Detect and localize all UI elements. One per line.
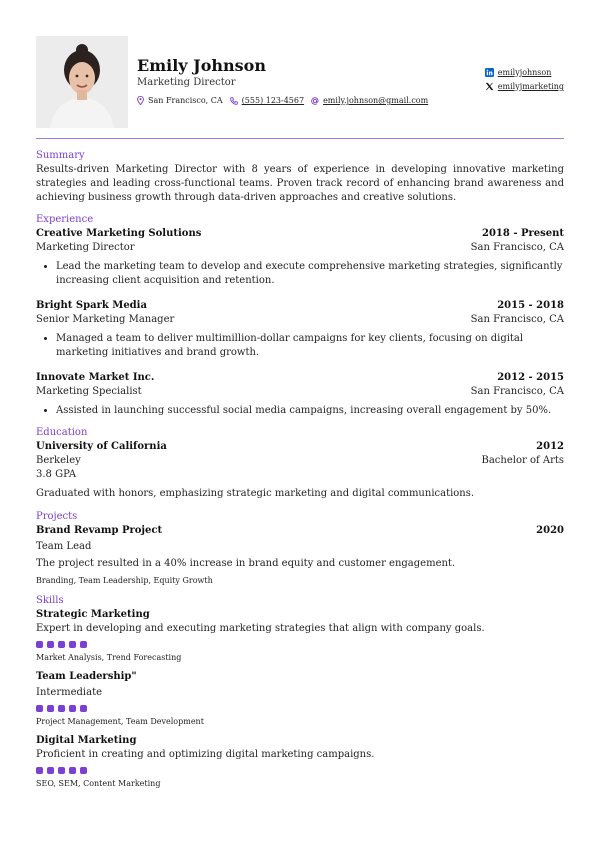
job-title: Marketing Director <box>36 242 135 253</box>
job-location: San Francisco, CA <box>470 386 564 397</box>
skill-level-dot <box>47 705 54 712</box>
gpa: 3.8 GPA <box>36 469 77 480</box>
location-text: San Francisco, CA <box>148 96 223 105</box>
at-sign-icon <box>311 97 319 105</box>
location-pin-icon <box>137 96 144 105</box>
job-dates: 2015 - 2018 <box>497 300 564 311</box>
skill-name: Strategic Marketing <box>36 609 150 620</box>
skill-level-dot <box>58 705 65 712</box>
summary-section <box>36 149 564 205</box>
job-dates: 2018 - Present <box>482 228 564 239</box>
job-location: San Francisco, CA <box>470 314 564 325</box>
x-twitter-icon <box>485 82 494 91</box>
summary-text: Results-driven Marketing Director with 8 years of experience in developing innovative marketing strategies and leading cross-functional teams. Proven track record of enhancing brand awareness and achieving business growth through data-driven approaches and creative solutions. <box>36 164 564 203</box>
experience-item <box>36 299 564 360</box>
project-tags: Branding, Team Leadership, Equity Growth <box>36 576 213 585</box>
candidate-name: Emily Johnson <box>137 56 266 75</box>
candidate-role: Marketing Director <box>137 77 236 88</box>
school-name: University of California <box>36 441 167 452</box>
skill-name: Team Leadership" <box>36 671 137 682</box>
project-description: The project resulted in a 40% increase in brand equity and customer engagement. <box>36 558 456 569</box>
skill-item <box>36 670 564 728</box>
company-name: Bright Spark Media <box>36 300 147 311</box>
phone-link[interactable]: (555) 123-4567 <box>241 96 305 105</box>
linkedin-link[interactable]: emilyjohnson <box>497 68 552 77</box>
project-role: Team Lead <box>36 541 92 552</box>
education-section <box>36 426 564 501</box>
job-title: Marketing Specialist <box>36 386 142 397</box>
company-name: Innovate Market Inc. <box>36 372 155 383</box>
graduation-year: 2012 <box>536 441 564 452</box>
skill-level <box>36 705 564 712</box>
email-item[interactable] <box>311 96 428 105</box>
skill-description: Expert in developing and executing marketing strategies that align with company goals. <box>36 623 485 634</box>
skill-level <box>36 767 564 774</box>
projects-section <box>36 510 564 587</box>
skill-level-dot <box>69 641 76 648</box>
section-title-projects: Projects <box>36 511 78 522</box>
job-location: San Francisco, CA <box>470 242 564 253</box>
skills-section <box>36 594 564 790</box>
company-name: Creative Marketing Solutions <box>36 228 202 239</box>
skill-keywords: SEO, SEM, Content Marketing <box>36 779 161 788</box>
project-year: 2020 <box>536 525 564 536</box>
location-item <box>137 96 223 105</box>
skill-level-dot <box>80 641 87 648</box>
skill-item <box>36 608 564 664</box>
twitter-row[interactable] <box>485 82 564 91</box>
skill-level-dot <box>69 767 76 774</box>
linkedin-row[interactable] <box>485 68 564 77</box>
experience-item <box>36 227 564 288</box>
section-title-education: Education <box>36 427 88 438</box>
experience-section <box>36 213 564 418</box>
resume-header <box>36 36 564 128</box>
resume-body <box>36 149 564 790</box>
project-name: Brand Revamp Project <box>36 525 163 536</box>
section-title-summary: Summary <box>36 150 85 161</box>
email-link[interactable]: emily.johnson@gmail.com <box>323 96 429 105</box>
profile-photo <box>36 36 128 128</box>
header-divider <box>36 138 564 139</box>
job-title: Senior Marketing Manager <box>36 314 175 325</box>
job-bullet: • Lead the marketing team to develop and execute comprehensive marketing strategies, significantly increasing client acquisition and retention. <box>56 260 564 288</box>
job-bullet: • Assisted in launching successful social media campaigns, increasing overall engagement by 50%. <box>56 404 564 418</box>
skill-description: Proficient in creating and optimizing digital marketing campaigns. <box>36 749 375 760</box>
skill-level-dot <box>36 705 43 712</box>
contact-line <box>137 96 435 105</box>
skill-level-dot <box>47 641 54 648</box>
skill-level-dot <box>58 641 65 648</box>
skill-level <box>36 641 564 648</box>
experience-item <box>36 371 564 418</box>
skill-description: Intermediate <box>36 687 103 698</box>
skill-level-dot <box>47 767 54 774</box>
section-title-experience: Experience <box>36 214 94 225</box>
skill-level-dot <box>69 705 76 712</box>
linkedin-icon <box>485 68 494 77</box>
school-city: Berkeley <box>36 455 81 466</box>
phone-item[interactable] <box>230 96 304 105</box>
skill-level-dot <box>36 767 43 774</box>
job-dates: 2012 - 2015 <box>497 372 564 383</box>
skill-item <box>36 734 564 790</box>
skill-level-dot <box>80 767 87 774</box>
section-title-skills: Skills <box>36 595 64 606</box>
phone-icon <box>230 97 238 105</box>
skill-level-dot <box>80 705 87 712</box>
skill-keywords: Market Analysis, Trend Forecasting <box>36 653 182 662</box>
job-bullet: • Managed a team to deliver multimillion-dollar campaigns for key clients, focusing on digital marketing initiatives and brand growth. <box>56 332 564 360</box>
education-note: Graduated with honors, emphasizing strategic marketing and digital communications. <box>36 488 475 499</box>
twitter-link[interactable]: emilyjmarketing <box>497 82 564 91</box>
social-links <box>485 68 564 96</box>
skill-name: Digital Marketing <box>36 735 137 746</box>
skill-keywords: Project Management, Team Development <box>36 717 204 726</box>
degree: Bachelor of Arts <box>481 455 564 466</box>
skill-level-dot <box>36 641 43 648</box>
skill-level-dot <box>58 767 65 774</box>
